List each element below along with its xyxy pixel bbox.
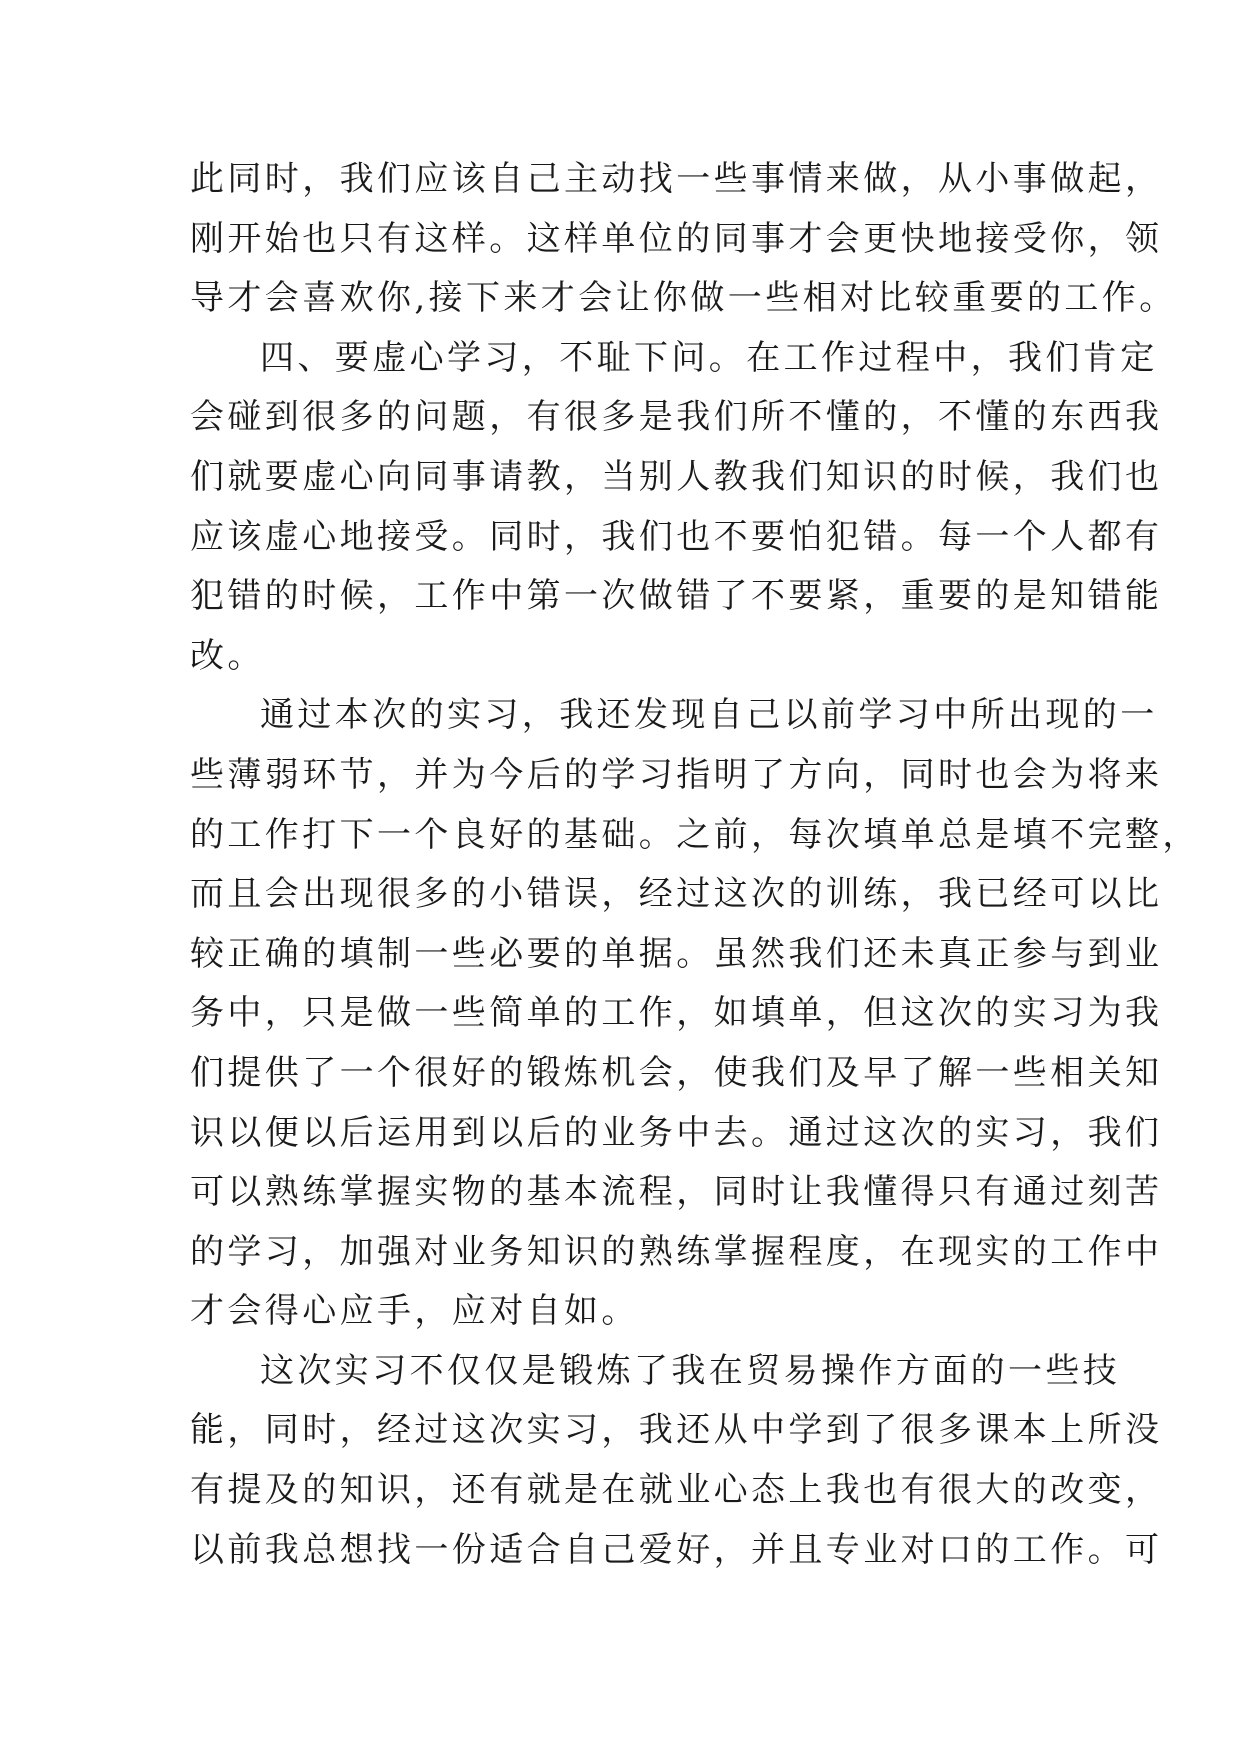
text-line: 犯错的时候，工作中第一次做错了不要紧，重要的是知错能 [190,576,1163,617]
text-line: 有提及的知识，还有就是在就业心态上我也有很大的改变， [190,1470,1163,1511]
text-line: 导才会喜欢你,接下来才会让你做一些相对比较重要的工作。 [190,278,1177,319]
text-line: 而且会出现很多的小错误，经过这次的训练，我已经可以比 [190,874,1163,915]
text-line: 通过本次的实习，我还发现自己以前学习中所出现的一 [260,695,1158,736]
text-line: 识以便以后运用到以后的业务中去。通过这次的实习，我们 [190,1112,1163,1153]
text-line: 以前我总想找一份适合自己爱好，并且专业对口的工作。可 [190,1529,1163,1570]
text-line: 的学习，加强对业务知识的熟练掌握程度，在现实的工作中 [190,1231,1163,1272]
text-line: 务中，只是做一些简单的工作，如填单，但这次的实习为我 [190,993,1163,1034]
text-line: 们就要虚心向同事请教，当别人教我们知识的时候，我们也 [190,456,1163,497]
text-line: 些薄弱环节，并为今后的学习指明了方向，同时也会为将来 [190,754,1163,795]
text-line: 的工作打下一个良好的基础。之前，每次填单总是填不完整， [190,814,1200,855]
text-line: 可以熟练掌握实物的基本流程，同时让我懂得只有通过刻苦 [190,1172,1163,1213]
text-line: 们提供了一个很好的锻炼机会，使我们及早了解一些相关知 [190,1052,1163,1093]
text-line: 改。 [190,635,265,676]
text-line: 才会得心应手，应对自如。 [190,1291,639,1332]
text-line: 四、要虚心学习，不耻下问。在工作过程中，我们肯定 [260,337,1158,378]
text-line: 能，同时，经过这次实习，我还从中学到了很多课本上所没 [190,1410,1163,1451]
text-line: 此同时，我们应该自己主动找一些事情来做，从小事做起， [190,159,1163,199]
body-text [190,150,1200,1580]
text-line: 会碰到很多的问题，有很多是我们所不懂的，不懂的东西我 [190,397,1163,438]
text-line: 刚开始也只有这样。这样单位的同事才会更快地接受你，领 [190,218,1163,259]
text-line: 应该虚心地接受。同时，我们也不要怕犯错。每一个人都有 [190,516,1163,557]
text-line: 较正确的填制一些必要的单据。虽然我们还未真正参与到业 [190,933,1163,974]
text-line: 这次实习不仅仅是锻炼了我在贸易操作方面的一些技 [260,1350,1121,1391]
